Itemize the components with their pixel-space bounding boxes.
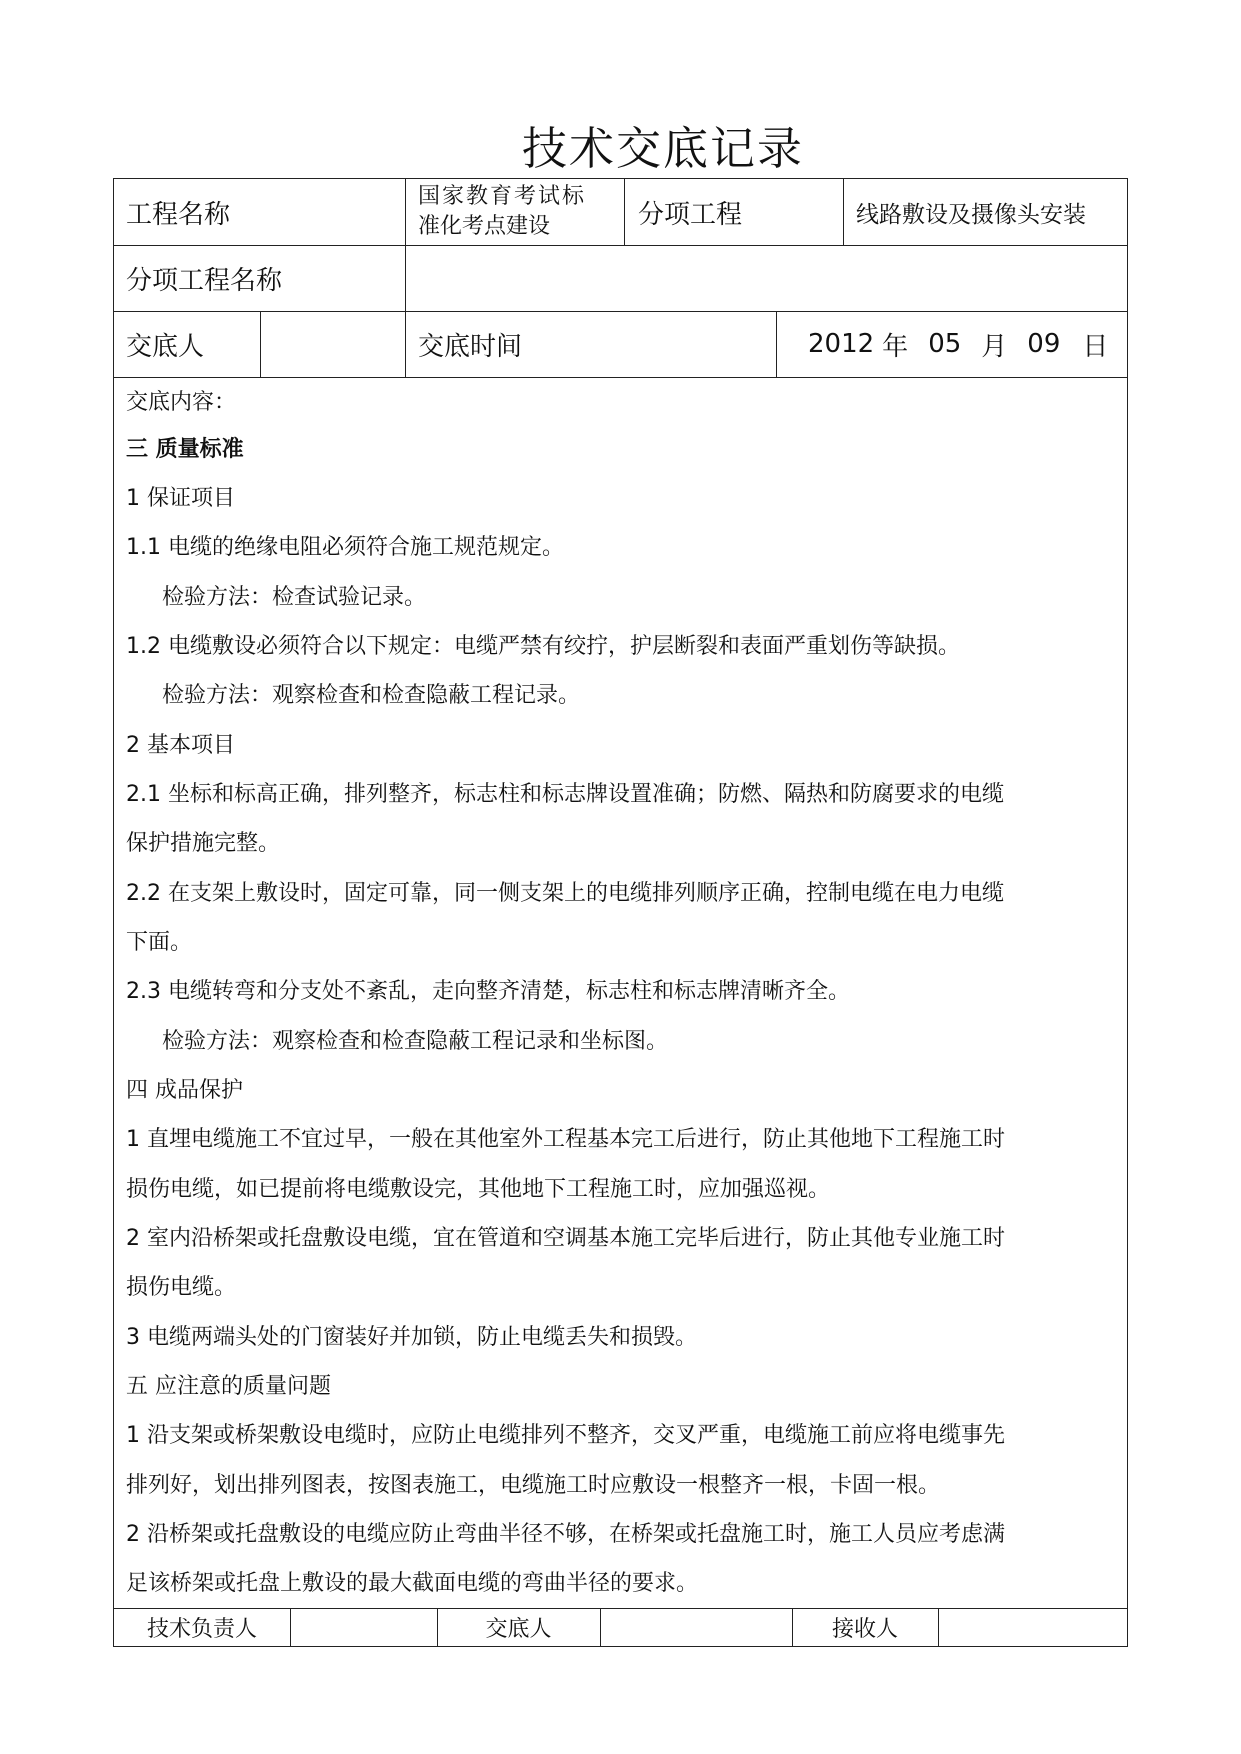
date-year-unit: 年 bbox=[882, 331, 909, 362]
footer-presenter-label: 交底人 bbox=[485, 1616, 552, 1642]
content-heading: 交底内容： bbox=[126, 390, 237, 415]
content-line: 检验方法：检查试验记录。 bbox=[162, 585, 427, 610]
content-line: 1.1 电缆的绝缘电阻必须符合施工规范规定。 bbox=[126, 535, 564, 560]
content-line: 检验方法：观察检查和检查隐蔽工程记录。 bbox=[162, 683, 581, 708]
content-line: 五 应注意的质量问题 bbox=[126, 1374, 331, 1399]
project-name-value bbox=[418, 179, 618, 245]
date-year: 2012 bbox=[808, 329, 875, 359]
sub-project-name-label: 分项工程名称 bbox=[126, 265, 283, 296]
col-divider bbox=[405, 179, 406, 377]
page-title: 技术交底记录 bbox=[521, 122, 804, 175]
content-line: 损伤电缆，如已提前将电缆敷设完，其他地下工程施工时，应加强巡视。 bbox=[126, 1177, 831, 1202]
content-line: 1 直埋电缆施工不宜过早，一般在其他室外工程基本完工后进行，防止其他地下工程施工时 bbox=[126, 1127, 1005, 1152]
content-line: 2 沿桥架或托盘敷设的电缆应防止弯曲半径不够，在桥架或托盘施工时，施工人员应考虑满 bbox=[126, 1522, 1005, 1547]
receiver-label: 接收人 bbox=[831, 1616, 898, 1642]
receiver-value bbox=[938, 1608, 1127, 1646]
content-line: 三 质量标准 bbox=[126, 437, 244, 462]
content-line: 损伤电缆。 bbox=[126, 1275, 237, 1300]
col-divider bbox=[843, 179, 844, 245]
project-name-line1: 国家教育考试标 bbox=[418, 184, 587, 209]
content-line: 足该桥架或托盘上敷设的最大截面电缆的弯曲半径的要求。 bbox=[126, 1571, 699, 1596]
tech-lead-value bbox=[290, 1608, 437, 1646]
sub-project-label: 分项工程 bbox=[638, 199, 743, 230]
content-line: 保护措施完整。 bbox=[126, 831, 281, 856]
content-line: 检验方法：观察检查和检查隐蔽工程记录和坐标图。 bbox=[162, 1029, 669, 1054]
col-divider bbox=[624, 179, 625, 245]
date-month-unit: 月 bbox=[981, 331, 1008, 362]
project-name-line2: 准化考点建设 bbox=[418, 214, 551, 239]
sub-project-value: 线路敷设及摄像头安装 bbox=[856, 201, 1086, 228]
col-divider bbox=[776, 311, 777, 377]
content-line: 1 保证项目 bbox=[126, 486, 235, 511]
project-name-label: 工程名称 bbox=[126, 199, 231, 230]
col-divider bbox=[260, 311, 261, 377]
content-line: 2.2 在支架上敷设时，固定可靠，同一侧支架上的电缆排列顺序正确，控制电缆在电力电缆 bbox=[126, 881, 1004, 906]
date-day-unit: 日 bbox=[1082, 331, 1109, 362]
content-line: 2 基本项目 bbox=[126, 733, 235, 758]
tech-lead-label: 技术负责人 bbox=[146, 1616, 257, 1642]
content-line: 四 成品保护 bbox=[126, 1078, 243, 1103]
content-line: 2.1 坐标和标高正确，排列整齐，标志柱和标志牌设置准确；防燃、隔热和防腐要求的电缆 bbox=[126, 782, 1004, 807]
content-line: 2.3 电缆转弯和分支处不紊乱，走向整齐清楚，标志柱和标志牌清晰齐全。 bbox=[126, 979, 850, 1004]
content-line: 3 电缆两端头处的门窗装好并加锁，防止电缆丢失和损毁。 bbox=[126, 1325, 697, 1350]
content-line: 1 沿支架或桥架敷设电缆时，应防止电缆排列不整齐，交叉严重，电缆施工前应将电缆事先 bbox=[126, 1423, 1005, 1448]
content-line: 排列好，划出排列图表，按图表施工，电缆施工时应敷设一根整齐一根，卡固一根。 bbox=[126, 1473, 941, 1498]
footer-presenter-value bbox=[600, 1608, 792, 1646]
content-line: 2 室内沿桥架或托盘敷设电缆，宜在管道和空调基本施工完毕后进行，防止其他专业施工时 bbox=[126, 1226, 1005, 1251]
content-line: 1.2 电缆敷设必须符合以下规定：电缆严禁有绞拧，护层断裂和表面严重划伤等缺损。 bbox=[126, 634, 960, 659]
presenter-label: 交底人 bbox=[126, 331, 205, 362]
briefing-content bbox=[126, 377, 1116, 1608]
briefing-time-label: 交底时间 bbox=[418, 331, 523, 362]
record-table bbox=[113, 178, 1128, 1647]
content-line: 下面。 bbox=[126, 930, 193, 955]
briefing-date bbox=[808, 311, 1108, 377]
date-day: 09 bbox=[1027, 329, 1061, 359]
date-month: 05 bbox=[928, 329, 962, 359]
